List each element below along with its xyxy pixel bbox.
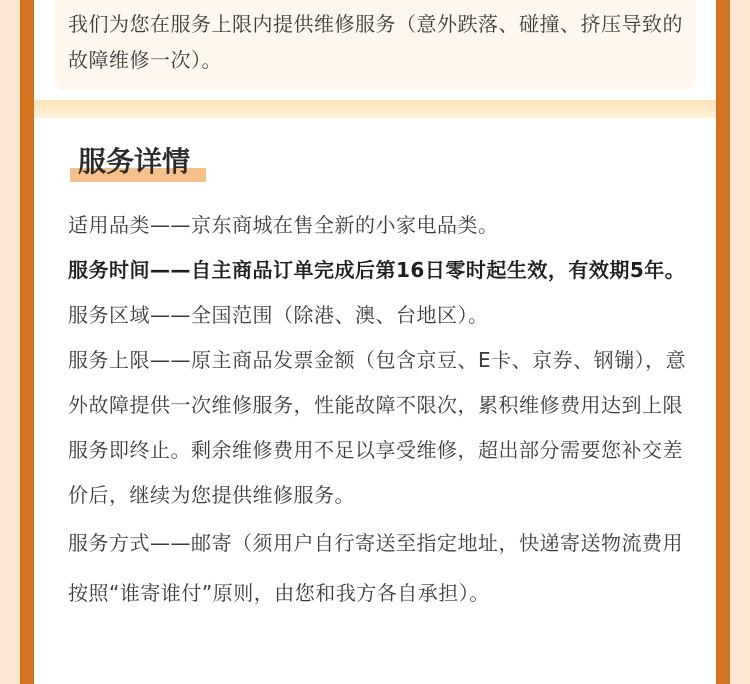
detail-service-method: 服务方式——邮寄（须用户自行寄送至指定地址，快递寄送物流费用按照“谁寄谁付”原则，由您和我方各自承担）。 xyxy=(68,531,683,605)
card-divider xyxy=(34,100,716,118)
service-details xyxy=(68,203,693,618)
section-title: 服务详情 xyxy=(78,145,191,178)
intro-text: 我们为您在服务上限内提供维修服务（意外跌落、碰撞、挤压导致的故障维修一次）。 xyxy=(68,12,683,72)
detail-service-time: 服务时间——自主商品订单完成后第16日零时起生效，有效期5年。 xyxy=(68,258,686,282)
detail-service-limit: 服务上限——原主商品发票金额（包含京豆、E卡、京券、钢镚），意外故障提供一次维修服务，性能故障不限次，累积维修费用达到上限服务即终止。剩余维修费用不足以享受维修，超出部分需要您补交差价后，继续为您提供维修服务。 xyxy=(68,348,687,507)
section-header xyxy=(70,142,190,186)
detail-applicable: 适用品类——京东商城在售全新的小家电品类。 xyxy=(68,213,499,237)
detail-service-area: 服务区域——全国范围（除港、澳、台地区）。 xyxy=(68,303,489,327)
